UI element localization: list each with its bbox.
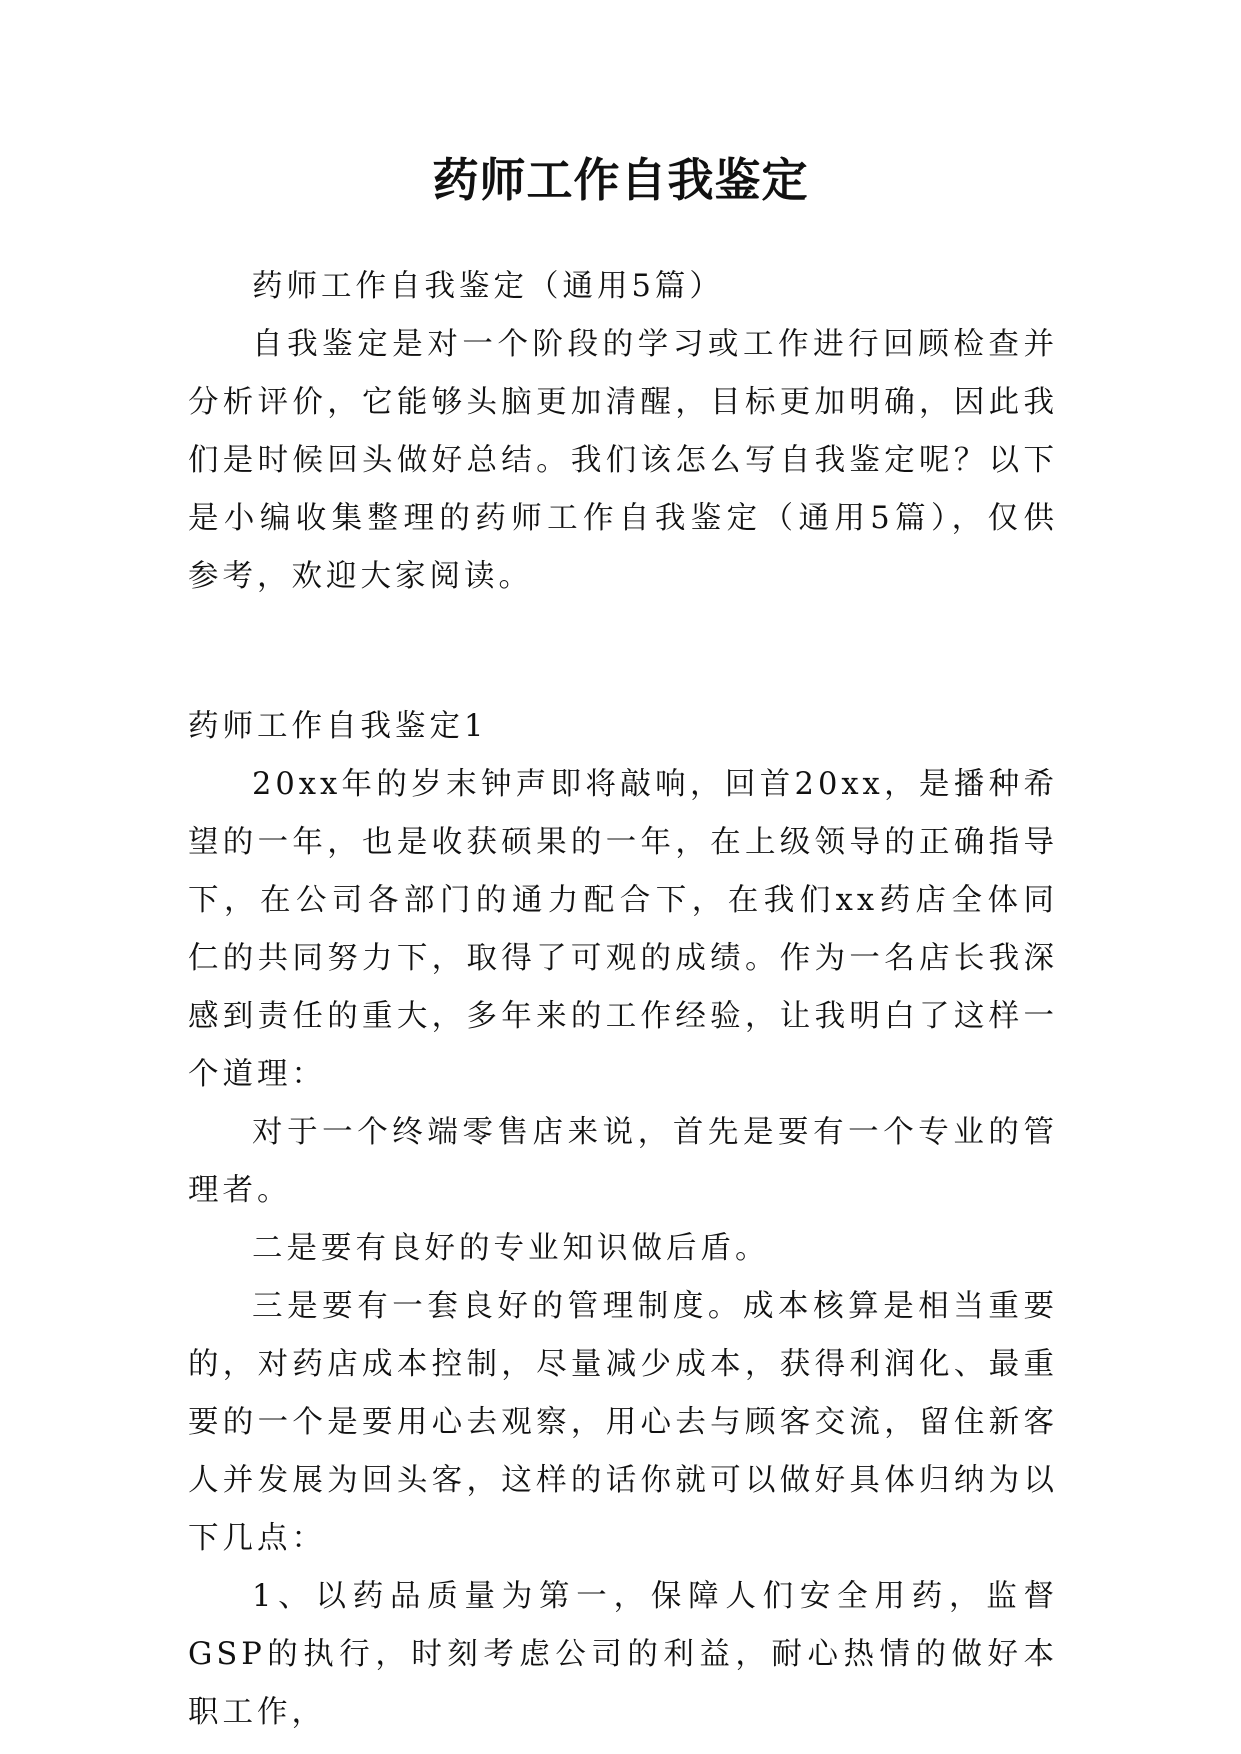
- article-paragraph: 三是要有一套良好的管理制度。成本核算是相当重要的，对药店成本控制，尽量减少成本，获得利润化、最重要的一个是要用心去观察，用心去与顾客交流，留住新客人并发展为回头客，这样的话你就可以做好具体归纳为以下几点：: [188, 1289, 1058, 1556]
- article-paragraph: 二是要有良好的专业知识做后盾。: [252, 1231, 770, 1266]
- article-section: [188, 698, 1058, 1742]
- article-paragraph: 对于一个终端零售店来说，首先是要有一个专业的管理者。: [188, 1115, 1058, 1208]
- intro-paragraph: 自我鉴定是对一个阶段的学习或工作进行回顾检查并分析评价，它能够头脑更加清醒，目标更加明确，因此我们是时候回头做好总结。我们该怎么写自我鉴定呢？以下是小编收集整理的药师工作自我鉴定（通用5篇），仅供参考，欢迎大家阅读。: [188, 327, 1058, 594]
- article-paragraph: 1、以药品质量为第一，保障人们安全用药，监督GSP的执行，时刻考虑公司的利益，耐心热情的做好本职工作，: [188, 1579, 1058, 1730]
- document-title: 药师工作自我鉴定: [432, 153, 809, 207]
- intro-subtitle: 药师工作自我鉴定（通用5篇）: [252, 269, 724, 304]
- article-paragraph: 20xx年的岁末钟声即将敲响，回首20xx，是播种希望的一年，也是收获硕果的一年，在上级领导的正确指导下，在公司各部门的通力配合下，在我们xx药店全体同仁的共同努力下，取得了可观的成绩。作为一名店长我深感到责任的重大，多年来的工作经验，让我明白了这样一个道理：: [188, 767, 1058, 1092]
- intro-section: [188, 258, 1058, 606]
- article-heading: 药师工作自我鉴定1: [188, 709, 488, 744]
